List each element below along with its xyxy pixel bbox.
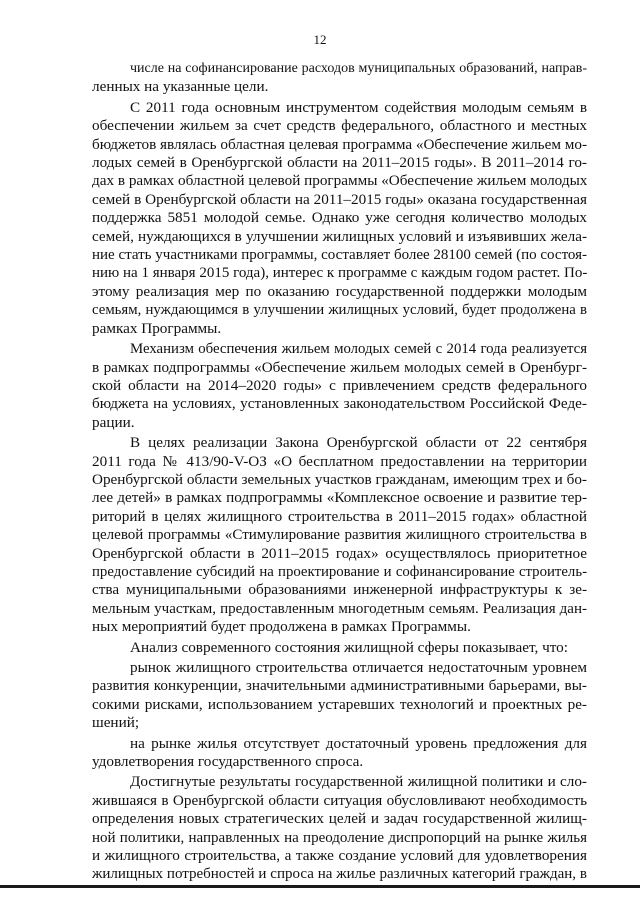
text-line: Оренбургской области земельных участков гражданам, имеющим трех и бо-	[92, 470, 587, 488]
page-number: 12	[313, 32, 327, 47]
text-line: нию на 1 января 2015 года), интерес к программе с каждым годом растет. По-	[92, 265, 587, 282]
text-line: целевой программы «Стимулирование развития жилищного строительства в	[92, 527, 587, 544]
text-line: жившаяся в Оренбургской области ситуация обусловливают необходимость	[92, 791, 587, 809]
document-body	[92, 60, 587, 886]
paragraph	[92, 434, 587, 636]
bottom-rule	[0, 885, 640, 888]
text-line: ленных на указанные цели.	[92, 78, 269, 96]
text-line: обеспечении жильем за счет средств федерального, областного и местных	[92, 117, 587, 135]
text-line: лее детей» в рамках подпрограммы «Комплексное освоение и развитие тер-	[92, 489, 587, 507]
text-line: лодых семей в Оренбургской области на 2011–2015 годы». В 2011–2014 го-	[92, 154, 587, 172]
text-line: Механизм обеспечения жильем молодых семей с 2014 года реализуется	[130, 341, 587, 358]
text-line: развития конкуренции, значительными административными барьерами, вы-	[92, 677, 587, 695]
text-line: сокими рисками, использованием устаревших технологий и проектных ре-	[92, 695, 587, 713]
text-line: ства муниципальными образованиями инженерной инфраструктуры к зе-	[92, 581, 587, 599]
text-line: В целях реализации Закона Оренбургской области от 22 сентября	[130, 434, 587, 452]
text-line: числе на софинансирование расходов муниципальных образований, направ-	[130, 61, 587, 76]
text-line: Достигнутые результаты государственной жилищной политики и сло-	[130, 773, 587, 791]
text-line: определения новых стратегических целей и задач государственной жилищ-	[92, 810, 587, 828]
text-line: семьям, нуждающимся в улучшении жилищных условий, будет продолжена в	[92, 302, 587, 319]
text-line: рамках Программы.	[92, 319, 222, 337]
text-line: предоставление субсидий на проектирование и софинансирование строитель-	[92, 563, 587, 580]
text-line: ской области на 2014–2020 годы» с привлечением средств федерального	[92, 376, 587, 394]
text-line: в рамках подпрограммы «Обеспечение жильем молодых семей в Оренбург-	[92, 358, 587, 376]
text-line: жилищных потребностей и спроса на жилье различных категорий граждан, в	[92, 866, 587, 883]
text-line: этому реализация мер по оказанию государственной поддержки молодым	[92, 282, 587, 300]
text-line: ных мероприятий будет продолжена в рамках Программы.	[92, 618, 471, 636]
text-line: рынок жилищного строительства отличается недостаточным уровнем	[130, 659, 587, 676]
paragraph	[92, 340, 587, 432]
text-line: бюджета на условиях, установленных законодательством Российской Феде-	[92, 395, 587, 413]
text-line: Оренбургской области в 2011–2015 годах» осуществлялось приоритетное	[92, 544, 587, 562]
text-line: дах в рамках областной целевой программы «Обеспечение жильем молодых	[92, 172, 587, 190]
text-line: на рынке жилья отсутствует достаточный уровень предложения для	[130, 734, 587, 752]
text-line: семей, нуждающихся в улучшении жилищных условий и изъявивших жела-	[92, 227, 587, 245]
text-line: риторий в целях жилищного строительства в 2011–2015 годах» областной	[92, 507, 587, 525]
text-line: семей в Оренбургской области на 2011–2015 годы» оказана государственная	[92, 190, 587, 208]
text-line: мельным участкам, предоставленным многодетным семьям. Реализация дан-	[92, 600, 587, 617]
text-line: бюджетов являлась областная целевая программа «Обеспечение жильем мо-	[92, 135, 587, 153]
paragraph	[92, 773, 587, 883]
text-line: поддержка 5851 молодой семье. Однако уже сегодня количество молодых	[92, 209, 587, 227]
text-line: ной политики, направленных на преодоление диспропорций на рынке жилья	[92, 829, 587, 846]
paragraph	[92, 659, 587, 733]
text-line: удовлетворения государственного спроса.	[92, 753, 364, 771]
text-line: шений;	[92, 714, 140, 732]
paragraph	[92, 60, 587, 97]
paragraph	[92, 735, 587, 772]
text-line: С 2011 года основным инструментом содействия молодым семьям в	[130, 98, 587, 116]
paragraph	[92, 99, 587, 338]
text-line: рации.	[92, 413, 135, 431]
text-line: Анализ современного состояния жилищной сферы показывает, что:	[130, 638, 568, 656]
paragraph	[92, 639, 587, 657]
text-line: ние стать участниками программы, составляет более 28100 семей (по состоя-	[92, 247, 587, 264]
text-line: и жилищного строительства, а также создание условий для удовлетворения	[92, 847, 587, 865]
text-line: 2011 года № 413/90-V-ОЗ «О бесплатном предоставлении на территории	[92, 452, 587, 470]
